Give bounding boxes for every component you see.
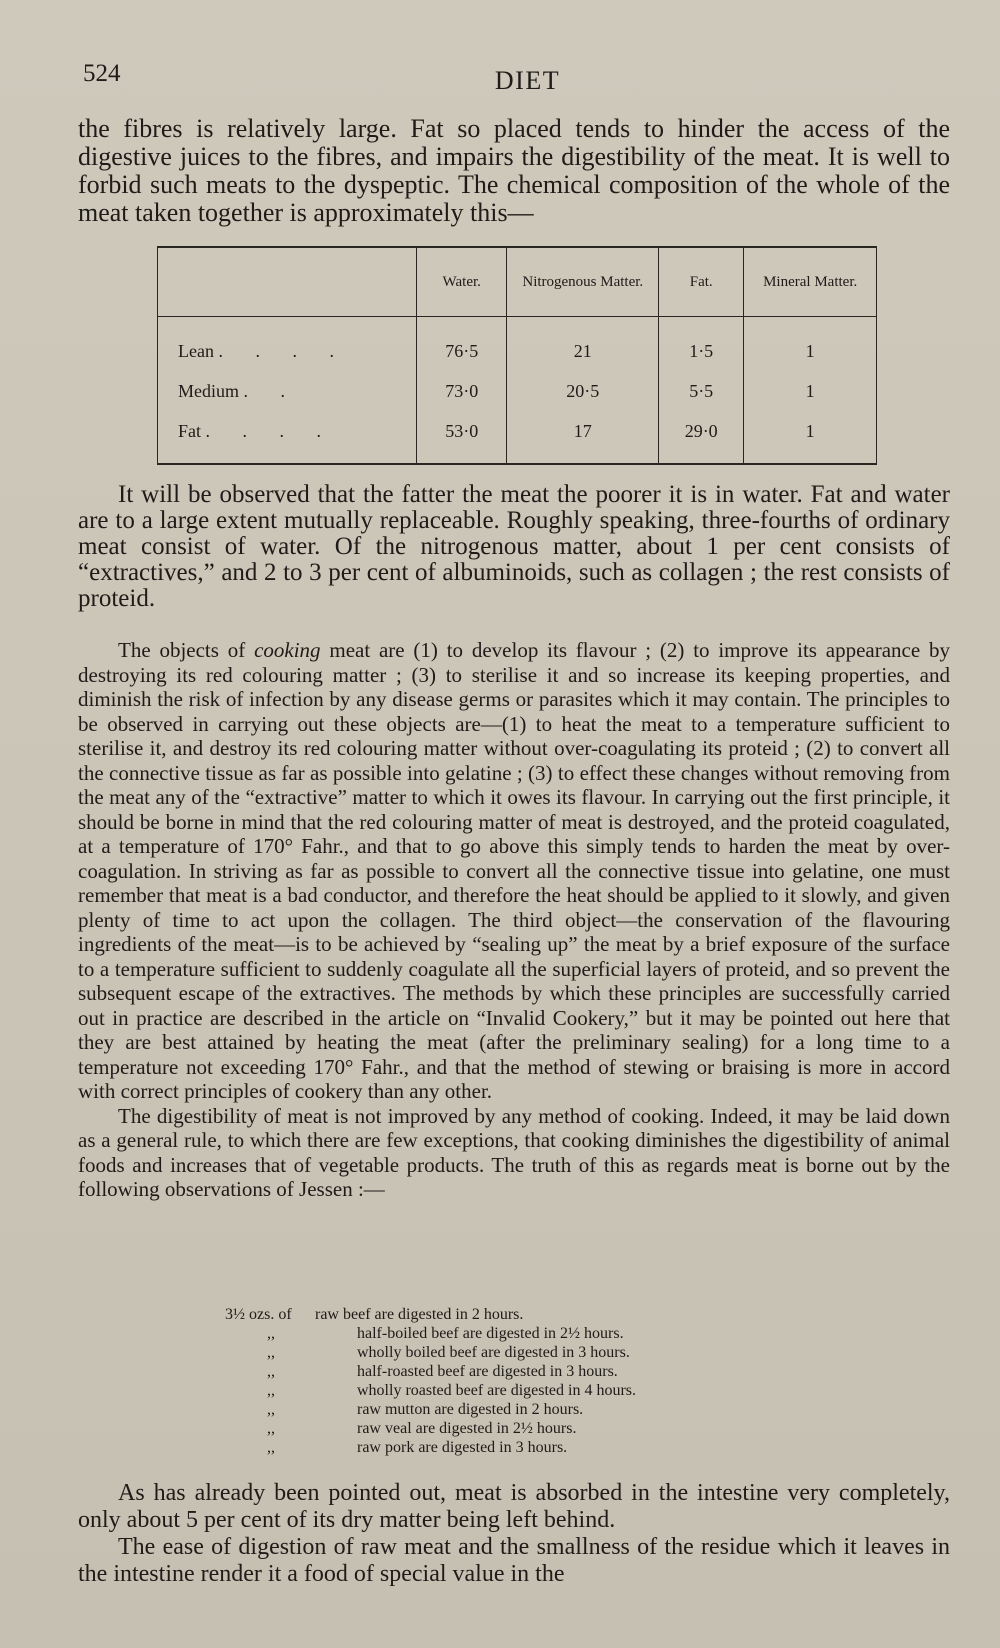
paragraph-raw-meat: The ease of digestion of raw meat and the smallness of the residue which it leaves in the intestine render it a food of special value in the — [78, 1534, 950, 1587]
table-cell-mineral: 1 — [744, 371, 877, 411]
table-cell-fat: 1·5 — [659, 317, 744, 372]
list-item — [225, 1400, 785, 1419]
table-cell-mineral: 1 — [744, 411, 877, 464]
paragraph-absorption — [78, 1480, 950, 1588]
table-header-row — [158, 247, 877, 317]
paragraph-water — [78, 482, 950, 612]
table-cell-label: Lean . . . . — [178, 340, 348, 361]
table-cell-water: 76·5 — [416, 317, 507, 372]
composition-table — [157, 246, 877, 465]
table-header-nitrogenous: Nitrogenous Matter. — [507, 247, 659, 317]
list-item — [225, 1438, 785, 1457]
list-item-ditto: ,, — [267, 1325, 275, 1342]
emphasis-cooking: cooking — [254, 638, 321, 662]
list-item-ditto: ,, — [267, 1382, 275, 1399]
list-item — [225, 1343, 785, 1362]
paragraph-digestibility: The digestibility of meat is not improved by any method of cooking. Indeed, it may be laid down as a general rule, to which there are few exceptions, that cooking diminishes the digestibility of animal foods and increases that of vegetable products. The truth of this as regards meat is borne out by the following observations of Jessen :— — [78, 1103, 950, 1201]
table-header-blank — [158, 247, 417, 317]
paragraph-absorption-text: As has already been pointed out, meat is absorbed in the intestine very completely, only about 5 per cent of its dry matter being left behind. — [78, 1480, 950, 1533]
page-header — [0, 58, 1000, 98]
paragraph-cooking-text: The objects of cooking meat are (1) to develop its flavour ; (2) to improve its appearance by destroying its red colouring matter ; (3) to sterilise it and so increase its keeping properties, and diminish the risk of infection by any disease germs or parasites which it may contain. The principles to be observed in carrying out these objects are—(1) to heat the meat to a temperature sufficient to sterilise it, and destroy its red colouring matter without over-coagulating its proteid ; (2) to convert all the connective tissue as far as possible into gelatine ; (3) to effect these changes without removing from the meat any of the “extractive” matter to which it owes its flavour. In carrying out the first principle, it should be borne in mind that the red colouring matter of meat is destroyed, and the proteid coagulated, at a temperature of 170° Fahr., and that to go above this simply tends to harden the meat by over-coagulation. In striving as far as possible to convert all the connective tissue into gelatine, one must remember that meat is a bad conductor, and therefore the heat should be applied to it slowly, and given plenty of time to act upon the collagen. The third object—the conservation of the flavouring ingredients of the meat—is to be achieved by “sealing up” the meat by a brief exposure of the surface to a temperature sufficient to suddenly coagulate all the superficial layers of proteid, and so prevent the subsequent escape of the extractives. The methods by which these principles are successfully carried out in practice are described in the article on “Invalid Cookery,” but it may be pointed out here that they are best attained by heating the meat (after the preliminary sealing) for a long time to a temperature not exceeding 170° Fahr., and that the method of stewing or braising is more in accord with correct principles of cookery than any other. — [78, 638, 951, 1103]
paragraph-fibres: the fibres is relatively large. Fat so placed tends to hinder the access of the digestive juices to the fibres, and impairs the digestibility of the meat. It is well to forbid such meats to the dyspeptic. The chemical composition of the whole of the meat taken together is approximately this— — [78, 114, 950, 227]
list-item-text: raw pork are digested in 3 hours. — [357, 1439, 568, 1456]
table-row — [158, 371, 877, 411]
table-cell-label: Medium . . — [178, 380, 299, 401]
list-item-text: half-boiled beef are digested in 2½ hours. — [357, 1325, 624, 1342]
list-item-ditto: ,, — [267, 1420, 275, 1437]
table-cell-water: 73·0 — [416, 371, 507, 411]
list-item-text: raw beef are digested in 2 hours. — [315, 1306, 524, 1323]
table-cell-fat: 29·0 — [659, 411, 744, 464]
page-number: 524 — [83, 60, 121, 87]
list-item-text: half-roasted beef are digested in 3 hours. — [357, 1363, 618, 1380]
table-header-mineral: Mineral Matter. — [744, 247, 877, 317]
jessen-observations-list — [225, 1305, 785, 1457]
table-row — [158, 317, 877, 372]
list-item — [225, 1324, 785, 1343]
table-row — [158, 411, 877, 464]
list-item-text: wholly boiled beef are digested in 3 hours. — [357, 1344, 630, 1361]
table-cell-nitrogenous: 17 — [507, 411, 659, 464]
list-item — [225, 1419, 785, 1438]
table-cell-water: 53·0 — [416, 411, 507, 464]
list-item — [225, 1305, 785, 1324]
list-item-text: raw veal are digested in 2½ hours. — [357, 1420, 577, 1437]
table-cell-fat: 5·5 — [659, 371, 744, 411]
table-header-water: Water. — [416, 247, 507, 317]
list-item — [225, 1381, 785, 1400]
table-header-fat: Fat. — [659, 247, 744, 317]
list-item-lead: 3½ ozs. of — [225, 1306, 292, 1323]
list-item-ditto: ,, — [267, 1401, 275, 1418]
running-head: DIET — [494, 66, 561, 95]
list-item-ditto: ,, — [267, 1439, 275, 1456]
list-item-ditto: ,, — [267, 1363, 275, 1380]
table-cell-mineral: 1 — [744, 317, 877, 372]
table-cell-label: Fat . . . . — [178, 420, 336, 441]
list-item-text: wholly roasted beef are digested in 4 hours. — [357, 1382, 637, 1399]
list-item — [225, 1362, 785, 1381]
paragraph-cooking — [78, 638, 950, 1202]
table-cell-nitrogenous: 21 — [507, 317, 659, 372]
table-cell-nitrogenous: 20·5 — [507, 371, 659, 411]
list-item-ditto: ,, — [267, 1344, 275, 1361]
list-item-text: raw mutton are digested in 2 hours. — [357, 1401, 584, 1418]
paragraph-water-text: It will be observed that the fatter the meat the poorer it is in water. Fat and water are to a large extent mutually replaceable. Roughly speaking, three-fourths of ordinary meat consist of water. Of the nitrogenous matter, about 1 per cent consists of “extractives,” and 2 to 3 per cent of albuminoids, such as collagen ; the rest consists of proteid. — [78, 481, 950, 612]
